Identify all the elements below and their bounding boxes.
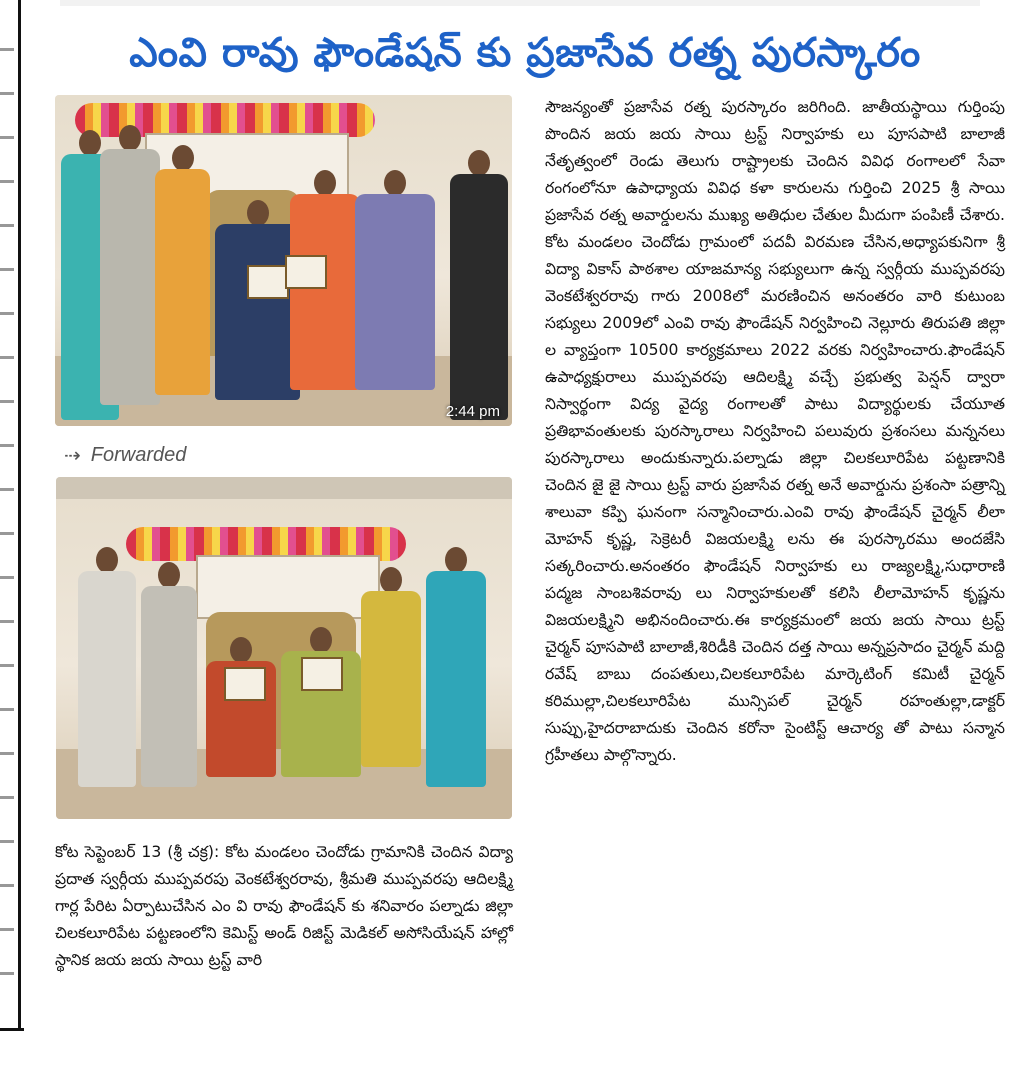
right-column-paragraph: సౌజన్యంతో ప్రజాసేవ రత్న పురస్కారం జరిగింది. జాతీయస్థాయి గుర్తింపు పొందిన జయ జయ సాయి ట్రస్ట్ నిర్వాహకు లు పూసపాటి బాలాజీ నేతృత్వంలో రెండు తెలుగు రాష్ట్రాలకు చెందిన వివిధ రంగాలలో సేవా రంగంలోనూ ఉపాధ్యాయ వివిధ కళా కారులను గుర్తించి 2025 శ్రీ సాయి ప్రజాసేవ రత్న అవార్డులను ముఖ్య అతిధుల చేతుల మీదుగా పంపిణీ చేశారు. కోట మండలం చెందోడు గ్రామంలో పదవీ విరమణ చేసిన,అధ్యాపకునిగా శ్రీ విద్యా వికాస్ పాఠశాల యాజమాన్య సభ్యులుగా ఉన్న స్వర్గీయ ముప్పవరపు వెంకటేశ్వరరావు గారు 2008లో మరణించిన అనంతరం వారి కుటుంబ సభ్యులు 2009లో ఎంవి రావు ఫౌండేషన్ నిర్వహించి నెల్లూరు తిరుపతి జిల్లా ల వ్యాప్తంగా 10500 కార్యక్రమాలు 2022 వరకు నిర్వహించారు.ఫౌండేషన్ ఉపాధ్యక్షురాలు ముప్పవరపు ఆదిలక్ష్మి వచ్చే ప్రభుత్వ పెన్షన్ ద్వారా నిస్వార్థంగా విద్య వైద్య రంగాలతో పాటు విద్యార్థులకు చేయూత ప్రతిభావంతులకు పురస్కారాలు నిర్వహించి పలువురు ప్రశంసలు మన్ననలు పురస్కారాలు అందుకున్నారు.పల్నాడు జిల్లా చిలకలూరిపేట పట్టణానికి చెందిన జై జై సాయి ట్రస్ట్ వారు ప్రజాసేవ రత్న అనే అవార్డును ప్రశంసా పత్రాన్ని శాలువా కప్పి ఘనంగా సన్మానించారు.ఎంవి రావు ఫౌండేషన్ చైర్మన్ లీలా మోహన్ కృష్ణ, సెక్రెటరీ విజయలక్ష్మి లను ఈ పురస్కారము అందజేసి సత్కరించారు.అనంతరం ఫౌండేషన్ నిర్వాహకు లు రాజ్యలక్ష్మి,సుధారాణి పద్మజ సాంబశివరావు లు నిర్వాహకులతో కలిసి లీలామోహన్ కృష్ణను విజయలక్ష్మిని అభినందించారు.ఈ కార్యక్రమంలో జయ జయ సాయి ట్రస్ట్ చైర్మన్ పూసపాటి బాలాజీ,శిరిడీకి చెందిన దత్త సాయి అన్నప్రసాదం చైర్మన్ మద్ది రవేష్ బాబు దంపతులు,చిలకలూరిపేట మార్కెటింగ్ కమిటీ చైర్మన్ కరిముల్లా,చిలకలూరిపేట మున్సిపల్ చైర్మన్ రహంతుల్లా,డాక్టర్ సుప్పు,హైదరాబాదుకు చెందిన కరోనా సైంటిస్ట్ ఆచార్య తో పాటు సన్మాన గ్రహీతలు పాల్గొన్నారు. bbox=[545, 98, 1005, 764]
person bbox=[450, 150, 508, 420]
person bbox=[100, 125, 160, 405]
person bbox=[355, 170, 435, 390]
award-certificate bbox=[285, 255, 327, 289]
person bbox=[361, 567, 421, 767]
person-seated bbox=[281, 627, 361, 777]
award-certificate bbox=[301, 657, 343, 691]
article-body-right bbox=[545, 94, 1005, 1034]
bottom-rule bbox=[0, 1028, 24, 1031]
person bbox=[78, 547, 136, 787]
article-body-left bbox=[55, 839, 513, 1029]
stage-banner bbox=[196, 555, 380, 619]
event-photo-2[interactable] bbox=[56, 477, 512, 819]
photo-timestamp: 2:44 pm bbox=[445, 403, 500, 420]
column-divider-rule bbox=[18, 0, 21, 1030]
forwarded-text: Forwarded bbox=[90, 443, 187, 466]
award-certificate bbox=[224, 667, 266, 701]
top-page-strip bbox=[60, 0, 980, 6]
person-seated bbox=[206, 637, 276, 777]
person-seated bbox=[215, 200, 300, 400]
event-photo-1[interactable] bbox=[55, 95, 512, 426]
article-headline: ఎంవి రావు ఫౌండేషన్ కు ప్రజాసేవ రత్న పురస్కారం bbox=[129, 30, 921, 76]
forwarded-label bbox=[64, 441, 186, 469]
person bbox=[155, 145, 210, 395]
award-certificate bbox=[247, 265, 289, 299]
left-column-paragraph: కోట సెప్టెంబర్ 13 (శ్రీ చక్ర): కోట మండలం చెందోడు గ్రామానికి చెందిన విద్యా ప్రదాత స్వర్గీయ ముప్పవరపు వెంకటేశ్వరరావు, శ్రీమతి ముప్పవరపు ఆదిలక్ష్మి గార్ల పేరిట ఏర్పాటుచేసిన ఎం వి రావు ఫౌండేషన్ కు శనివారం పల్నాడు జిల్లా చిలకలూరిపేట పట్టణంలోని కెమిస్ట్ అండ్ రిజిస్ట్ మెడికల్ అసోసియేషన్ హాల్లో స్థానిక జయ జయ సాయి ట్రస్ట్ వారి bbox=[55, 843, 513, 969]
forward-arrow-icon: ⇢ bbox=[64, 444, 81, 467]
photo-ceiling bbox=[56, 477, 512, 499]
left-column-fragment bbox=[0, 10, 14, 990]
person bbox=[141, 562, 197, 787]
person bbox=[426, 547, 486, 787]
